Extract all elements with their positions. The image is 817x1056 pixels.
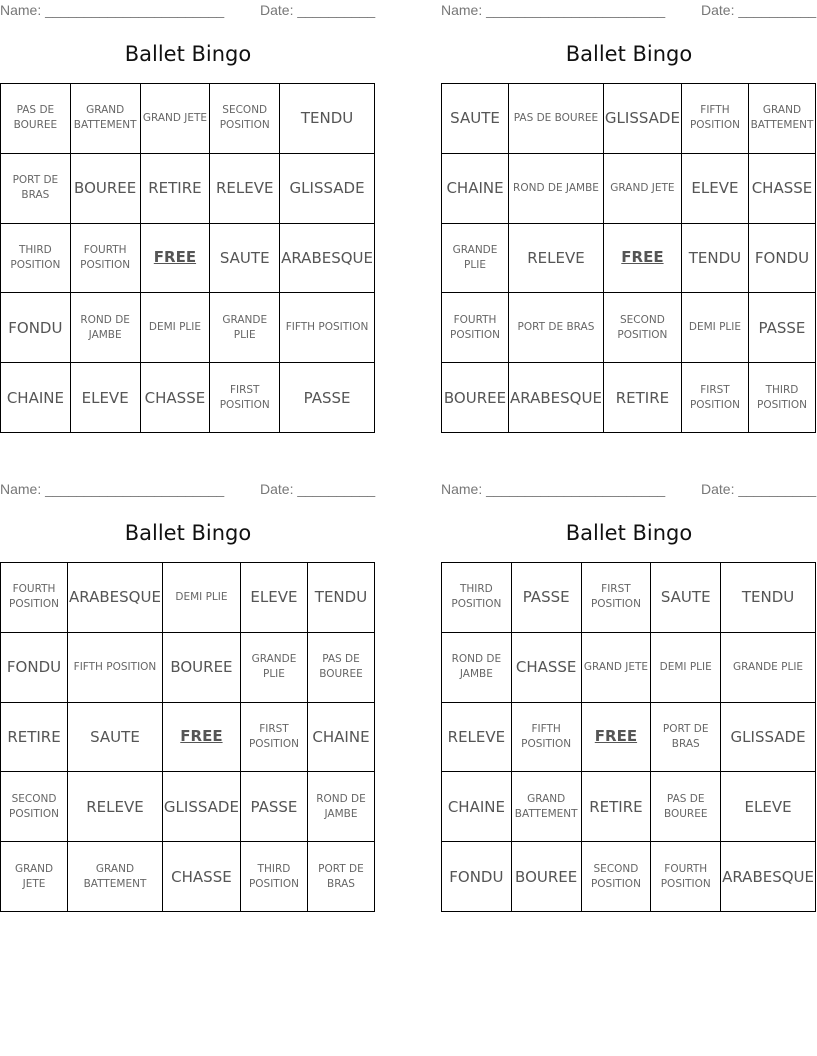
bingo-cell: GRANDE PLIE (210, 293, 280, 363)
bingo-cell: BOUREE (163, 633, 241, 703)
bingo-cell: CHAINE (308, 703, 375, 773)
bingo-cell: BOUREE (442, 363, 509, 433)
bingo-cell: RELEVE (442, 703, 512, 773)
bingo-cell: GRANDE PLIE (721, 633, 816, 703)
bingo-cell: ELEVE (721, 772, 816, 842)
bingo-cell: ELEVE (241, 563, 308, 633)
bingo-cell: RETIRE (141, 154, 211, 224)
bingo-cell: FOURTH POSITION (442, 293, 509, 363)
card-title: Ballet Bingo (565, 42, 693, 66)
bingo-cell: ROND DE JAMBE (308, 772, 375, 842)
bingo-cell: SAUTE (442, 84, 509, 154)
bingo-cell: THIRD POSITION (749, 363, 816, 433)
bingo-cell: SECOND POSITION (210, 84, 280, 154)
card-header (0, 0, 376, 20)
bingo-cell: CHASSE (512, 633, 582, 703)
bingo-cell: ROND DE JAMBE (71, 293, 141, 363)
bingo-cell: PORT DE BRAS (509, 293, 604, 363)
date-field-label: Date: __________ (701, 2, 817, 18)
bingo-cell: GLISSADE (280, 154, 375, 224)
bingo-cell: CHASSE (141, 363, 211, 433)
bingo-cell: DEMI PLIE (651, 633, 721, 703)
card-title: Ballet Bingo (124, 521, 252, 545)
bingo-cell: PORT DE BRAS (1, 154, 71, 224)
bingo-free-cell: FREE (582, 703, 652, 773)
bingo-cell: ARABESQUE (721, 842, 816, 912)
bingo-cell: GRAND BATTEMENT (71, 84, 141, 154)
bingo-cell: RETIRE (604, 363, 682, 433)
bingo-card-4 (441, 479, 817, 911)
bingo-cell: GLISSADE (721, 703, 816, 773)
bingo-cell: GRAND JETE (604, 154, 682, 224)
bingo-cell: BOUREE (512, 842, 582, 912)
bingo-cell: GRAND JETE (582, 633, 652, 703)
bingo-cell: FIRST POSITION (682, 363, 749, 433)
bingo-cell: TENDU (280, 84, 375, 154)
card-title: Ballet Bingo (124, 42, 252, 66)
bingo-cell: SAUTE (210, 224, 280, 294)
bingo-cell: FIFTH POSITION (68, 633, 163, 703)
bingo-card-2 (441, 0, 817, 432)
card-header (441, 0, 817, 20)
bingo-cell: FOURTH POSITION (651, 842, 721, 912)
bingo-cell: PORT DE BRAS (651, 703, 721, 773)
bingo-card-3 (0, 479, 376, 911)
bingo-cell: PASSE (749, 293, 816, 363)
name-field-label: Name: _______________________ (0, 2, 225, 18)
bingo-cell: FONDU (749, 224, 816, 294)
bingo-grid (0, 83, 375, 433)
bingo-free-cell: FREE (141, 224, 211, 294)
bingo-cell: FONDU (1, 293, 71, 363)
bingo-cell: GRAND BATTEMENT (68, 842, 163, 912)
bingo-cell: PAS DE BOUREE (651, 772, 721, 842)
bingo-cell: PASSE (241, 772, 308, 842)
bingo-cell: THIRD POSITION (442, 563, 512, 633)
card-header (0, 479, 376, 499)
date-field-label: Date: __________ (260, 2, 376, 18)
bingo-cell: FIFTH POSITION (280, 293, 375, 363)
bingo-cell: GRAND BATTEMENT (749, 84, 816, 154)
card-header (441, 479, 817, 499)
bingo-cell: SECOND POSITION (582, 842, 652, 912)
bingo-cell: FIRST POSITION (582, 563, 652, 633)
bingo-cell: DEMI PLIE (141, 293, 211, 363)
bingo-cell: RELEVE (509, 224, 604, 294)
bingo-cell: PAS DE BOUREE (1, 84, 71, 154)
bingo-cell: RETIRE (1, 703, 68, 773)
bingo-cell: GRAND JETE (141, 84, 211, 154)
name-field-label: Name: _______________________ (0, 481, 225, 497)
bingo-cell: GRANDE PLIE (442, 224, 509, 294)
bingo-cell: SECOND POSITION (604, 293, 682, 363)
bingo-cell: FOURTH POSITION (1, 563, 68, 633)
bingo-cell: DEMI PLIE (682, 293, 749, 363)
bingo-cell: PORT DE BRAS (308, 842, 375, 912)
bingo-cell: FONDU (1, 633, 68, 703)
bingo-cell: TENDU (721, 563, 816, 633)
bingo-cell: ELEVE (682, 154, 749, 224)
bingo-cell: CHASSE (163, 842, 241, 912)
bingo-cell: RETIRE (582, 772, 652, 842)
bingo-cell: FIRST POSITION (210, 363, 280, 433)
name-field-label: Name: _______________________ (441, 481, 666, 497)
bingo-cell: TENDU (308, 563, 375, 633)
bingo-cell: CHAINE (442, 154, 509, 224)
name-field-label: Name: _______________________ (441, 2, 666, 18)
bingo-cell: SAUTE (651, 563, 721, 633)
bingo-cell: GRANDE PLIE (241, 633, 308, 703)
bingo-cell: CHAINE (442, 772, 512, 842)
bingo-cell: GLISSADE (604, 84, 682, 154)
bingo-cell: PAS DE BOUREE (308, 633, 375, 703)
card-title: Ballet Bingo (565, 521, 693, 545)
bingo-cell: THIRD POSITION (241, 842, 308, 912)
date-field-label: Date: __________ (260, 481, 376, 497)
date-field-label: Date: __________ (701, 481, 817, 497)
bingo-cell: FONDU (442, 842, 512, 912)
bingo-cell: PASSE (280, 363, 375, 433)
bingo-cell: ARABESQUE (509, 363, 604, 433)
bingo-cell: PASSE (512, 563, 582, 633)
bingo-cell: DEMI PLIE (163, 563, 241, 633)
bingo-cell: ARABESQUE (280, 224, 375, 294)
bingo-cell: ROND DE JAMBE (442, 633, 512, 703)
bingo-grid (0, 562, 375, 912)
bingo-cell: GRAND BATTEMENT (512, 772, 582, 842)
bingo-cell: FOURTH POSITION (71, 224, 141, 294)
bingo-card-1 (0, 0, 376, 432)
bingo-cell: FIFTH POSITION (512, 703, 582, 773)
bingo-cell: RELEVE (210, 154, 280, 224)
bingo-cell: GRAND JETE (1, 842, 68, 912)
bingo-grid (441, 83, 816, 433)
bingo-cell: ELEVE (71, 363, 141, 433)
bingo-cell: SAUTE (68, 703, 163, 773)
bingo-cell: ARABESQUE (68, 563, 163, 633)
bingo-cell: FIFTH POSITION (682, 84, 749, 154)
bingo-cell: THIRD POSITION (1, 224, 71, 294)
bingo-cell: CHAINE (1, 363, 71, 433)
bingo-free-cell: FREE (163, 703, 241, 773)
bingo-cell: ROND DE JAMBE (509, 154, 604, 224)
bingo-free-cell: FREE (604, 224, 682, 294)
bingo-cell: CHASSE (749, 154, 816, 224)
bingo-cell: SECOND POSITION (1, 772, 68, 842)
bingo-cell: BOUREE (71, 154, 141, 224)
bingo-cell: GLISSADE (163, 772, 241, 842)
bingo-cell: TENDU (682, 224, 749, 294)
bingo-cell: PAS DE BOUREE (509, 84, 604, 154)
bingo-cell: RELEVE (68, 772, 163, 842)
bingo-cell: FIRST POSITION (241, 703, 308, 773)
bingo-grid (441, 562, 816, 912)
